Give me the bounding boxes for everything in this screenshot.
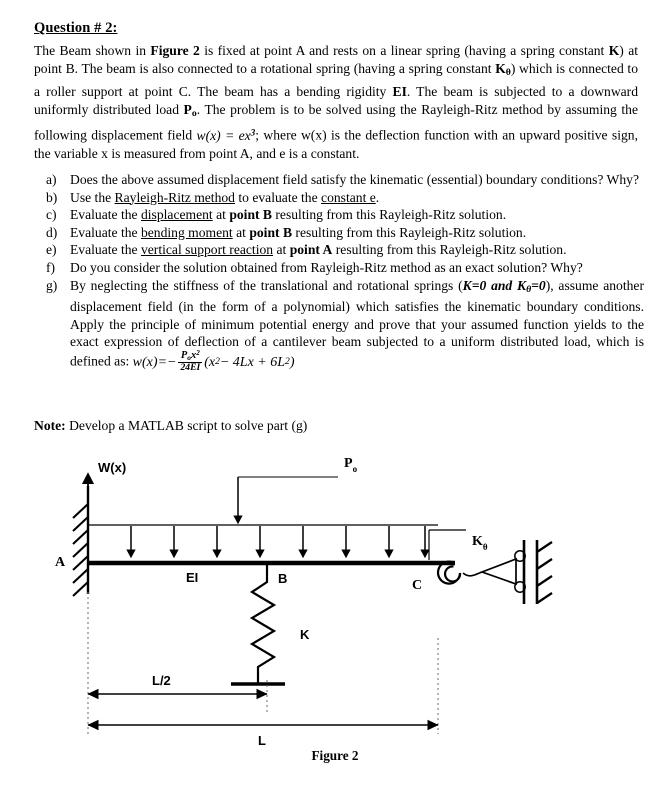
term-point-b: point B bbox=[249, 224, 293, 240]
list-text-a: Does the above assumed displacement field satisfy the kinematic (essential) boundary conditions? Why? bbox=[70, 172, 640, 187]
fraction-denominator: 24EI bbox=[180, 362, 201, 374]
list-text-b: Use the Rayleigh-Ritz method to evaluate the constant e. bbox=[70, 189, 380, 205]
dimension-half-label: L/2 bbox=[152, 673, 171, 688]
intro-text-5: . The beam is subjected to a downward uniformly distributed load bbox=[34, 83, 639, 117]
list-item-e bbox=[44, 241, 644, 259]
load-p0-leader bbox=[238, 477, 338, 520]
term-rayleigh-ritz-method: Rayleigh-Ritz method bbox=[114, 189, 235, 205]
term-point-b: point B bbox=[229, 207, 272, 223]
exact-deflection-equation: w (x) = − $\frac{P_ox^2}{24EI}$ (x 2 − 4Lx + 6L 2 ) bbox=[132, 349, 295, 374]
list-marker-g: g) bbox=[46, 277, 58, 293]
term-bending-moment: bending moment bbox=[140, 224, 233, 240]
list-item-f bbox=[44, 259, 644, 277]
displacement-field-formula: $w(x) = ex^3$ bbox=[196, 127, 256, 143]
note-label: Note: bbox=[34, 418, 66, 433]
note-line bbox=[34, 418, 307, 434]
w-axis-label: W(x) bbox=[98, 460, 127, 475]
list-text-g: By neglecting the stiffness of the translational and rotational springs (K=0 and $K_\theta=0$), assume another displacement field (in the form of a polynomial) which satisfies the kinematic boundary conditions. Apply the principle of minimum potential energy and prove that your assumed function yields to the exact expression of deflection of a cantilever beam subjected to a uniform distributed load, which is defined as: w (x) = − $\frac{P_ox^2}{24EI}$ (x 2 − 4Lx + 6L 2 ) bbox=[70, 277, 644, 374]
list-item-b bbox=[44, 189, 644, 207]
term-constant-e: constant e bbox=[321, 189, 376, 205]
intro-paragraph bbox=[34, 42, 638, 163]
roller-support bbox=[482, 540, 552, 604]
term-displacement: displacement bbox=[140, 207, 213, 223]
list-text-e: Evaluate the vertical support reaction at point A resulting from this Rayleigh-Ritz solution. bbox=[70, 242, 567, 258]
term-vertical-support-reaction: vertical support reaction bbox=[140, 242, 274, 258]
figure-caption: Figure 2 bbox=[311, 748, 359, 763]
figure-reference: Figure 2 bbox=[150, 43, 200, 58]
spring-constant-k-mention: K bbox=[608, 43, 620, 58]
spring-constant-ktheta-mention: $K_\theta$ bbox=[495, 61, 511, 79]
question-parts-list bbox=[44, 171, 644, 374]
point-a-label: A bbox=[55, 555, 66, 570]
list-marker-d: d) bbox=[46, 224, 58, 240]
intro-text-4: ) which is connected to a roller support at point C. The beam has a bending rigidity bbox=[34, 61, 638, 99]
list-marker-e: e) bbox=[46, 242, 57, 258]
intro-text-1: The Beam shown in bbox=[34, 43, 151, 58]
load-p0-label: $P_o$ bbox=[344, 456, 358, 474]
intro-text-6: . The problem is to be solved using the Rayleigh-Ritz method by assuming the following displacement field bbox=[34, 101, 638, 143]
beam-diagram bbox=[0, 442, 670, 752]
spring-null-condition: K=0 and $K_\theta=0$ bbox=[462, 277, 546, 295]
fixed-support-a bbox=[73, 486, 88, 596]
list-marker-b: b) bbox=[46, 189, 58, 205]
list-text-f: Do you consider the solution obtained from Rayleigh-Ritz method as an exact solution? Why? bbox=[70, 259, 583, 275]
bending-rigidity-label: EI bbox=[186, 570, 199, 585]
list-marker-a: a) bbox=[46, 172, 57, 187]
point-c-label: C bbox=[412, 578, 423, 593]
list-marker-f: f) bbox=[46, 259, 56, 275]
dimension-full-label: L bbox=[258, 733, 266, 748]
note-text: Develop a MATLAB script to solve part (g) bbox=[65, 418, 308, 433]
bending-rigidity-mention: EI bbox=[392, 83, 407, 99]
point-b-label: B bbox=[278, 571, 288, 586]
spring-k-label: K bbox=[300, 627, 310, 642]
list-item-c bbox=[44, 206, 644, 224]
intro-text-3: ) at point B. The beam is also connected to a rotational spring (having a spring constant bbox=[34, 43, 639, 77]
load-p0-mention: $P_o$ bbox=[183, 101, 197, 119]
intro-text-7: ; where w(x) is the deflection function with an upward positive sign, the variable x is measured from point A, and e is a constant. bbox=[34, 127, 638, 161]
list-text-c: Evaluate the displacement at point B resulting from this Rayleigh-Ritz solution. bbox=[70, 207, 507, 223]
equation-fraction bbox=[178, 350, 202, 373]
intro-text-2: is fixed at point A and rests on a linear spring (having a spring constant bbox=[199, 43, 609, 58]
linear-spring-k bbox=[231, 565, 288, 684]
fraction-numerator: $P_ox^2$ bbox=[180, 349, 200, 362]
term-point-a: point A bbox=[289, 242, 333, 258]
list-marker-c: c) bbox=[46, 207, 57, 223]
spring-ktheta-label: $K_\theta$ bbox=[472, 534, 488, 552]
list-item-d bbox=[44, 224, 644, 242]
distributed-load-arrows bbox=[131, 526, 425, 554]
list-item-g bbox=[44, 277, 644, 374]
list-text-d: Evaluate the bending moment at point B resulting from this Rayleigh-Ritz solution. bbox=[70, 224, 527, 240]
page-title: Question # 2: bbox=[34, 20, 118, 36]
list-item-a bbox=[44, 171, 644, 189]
